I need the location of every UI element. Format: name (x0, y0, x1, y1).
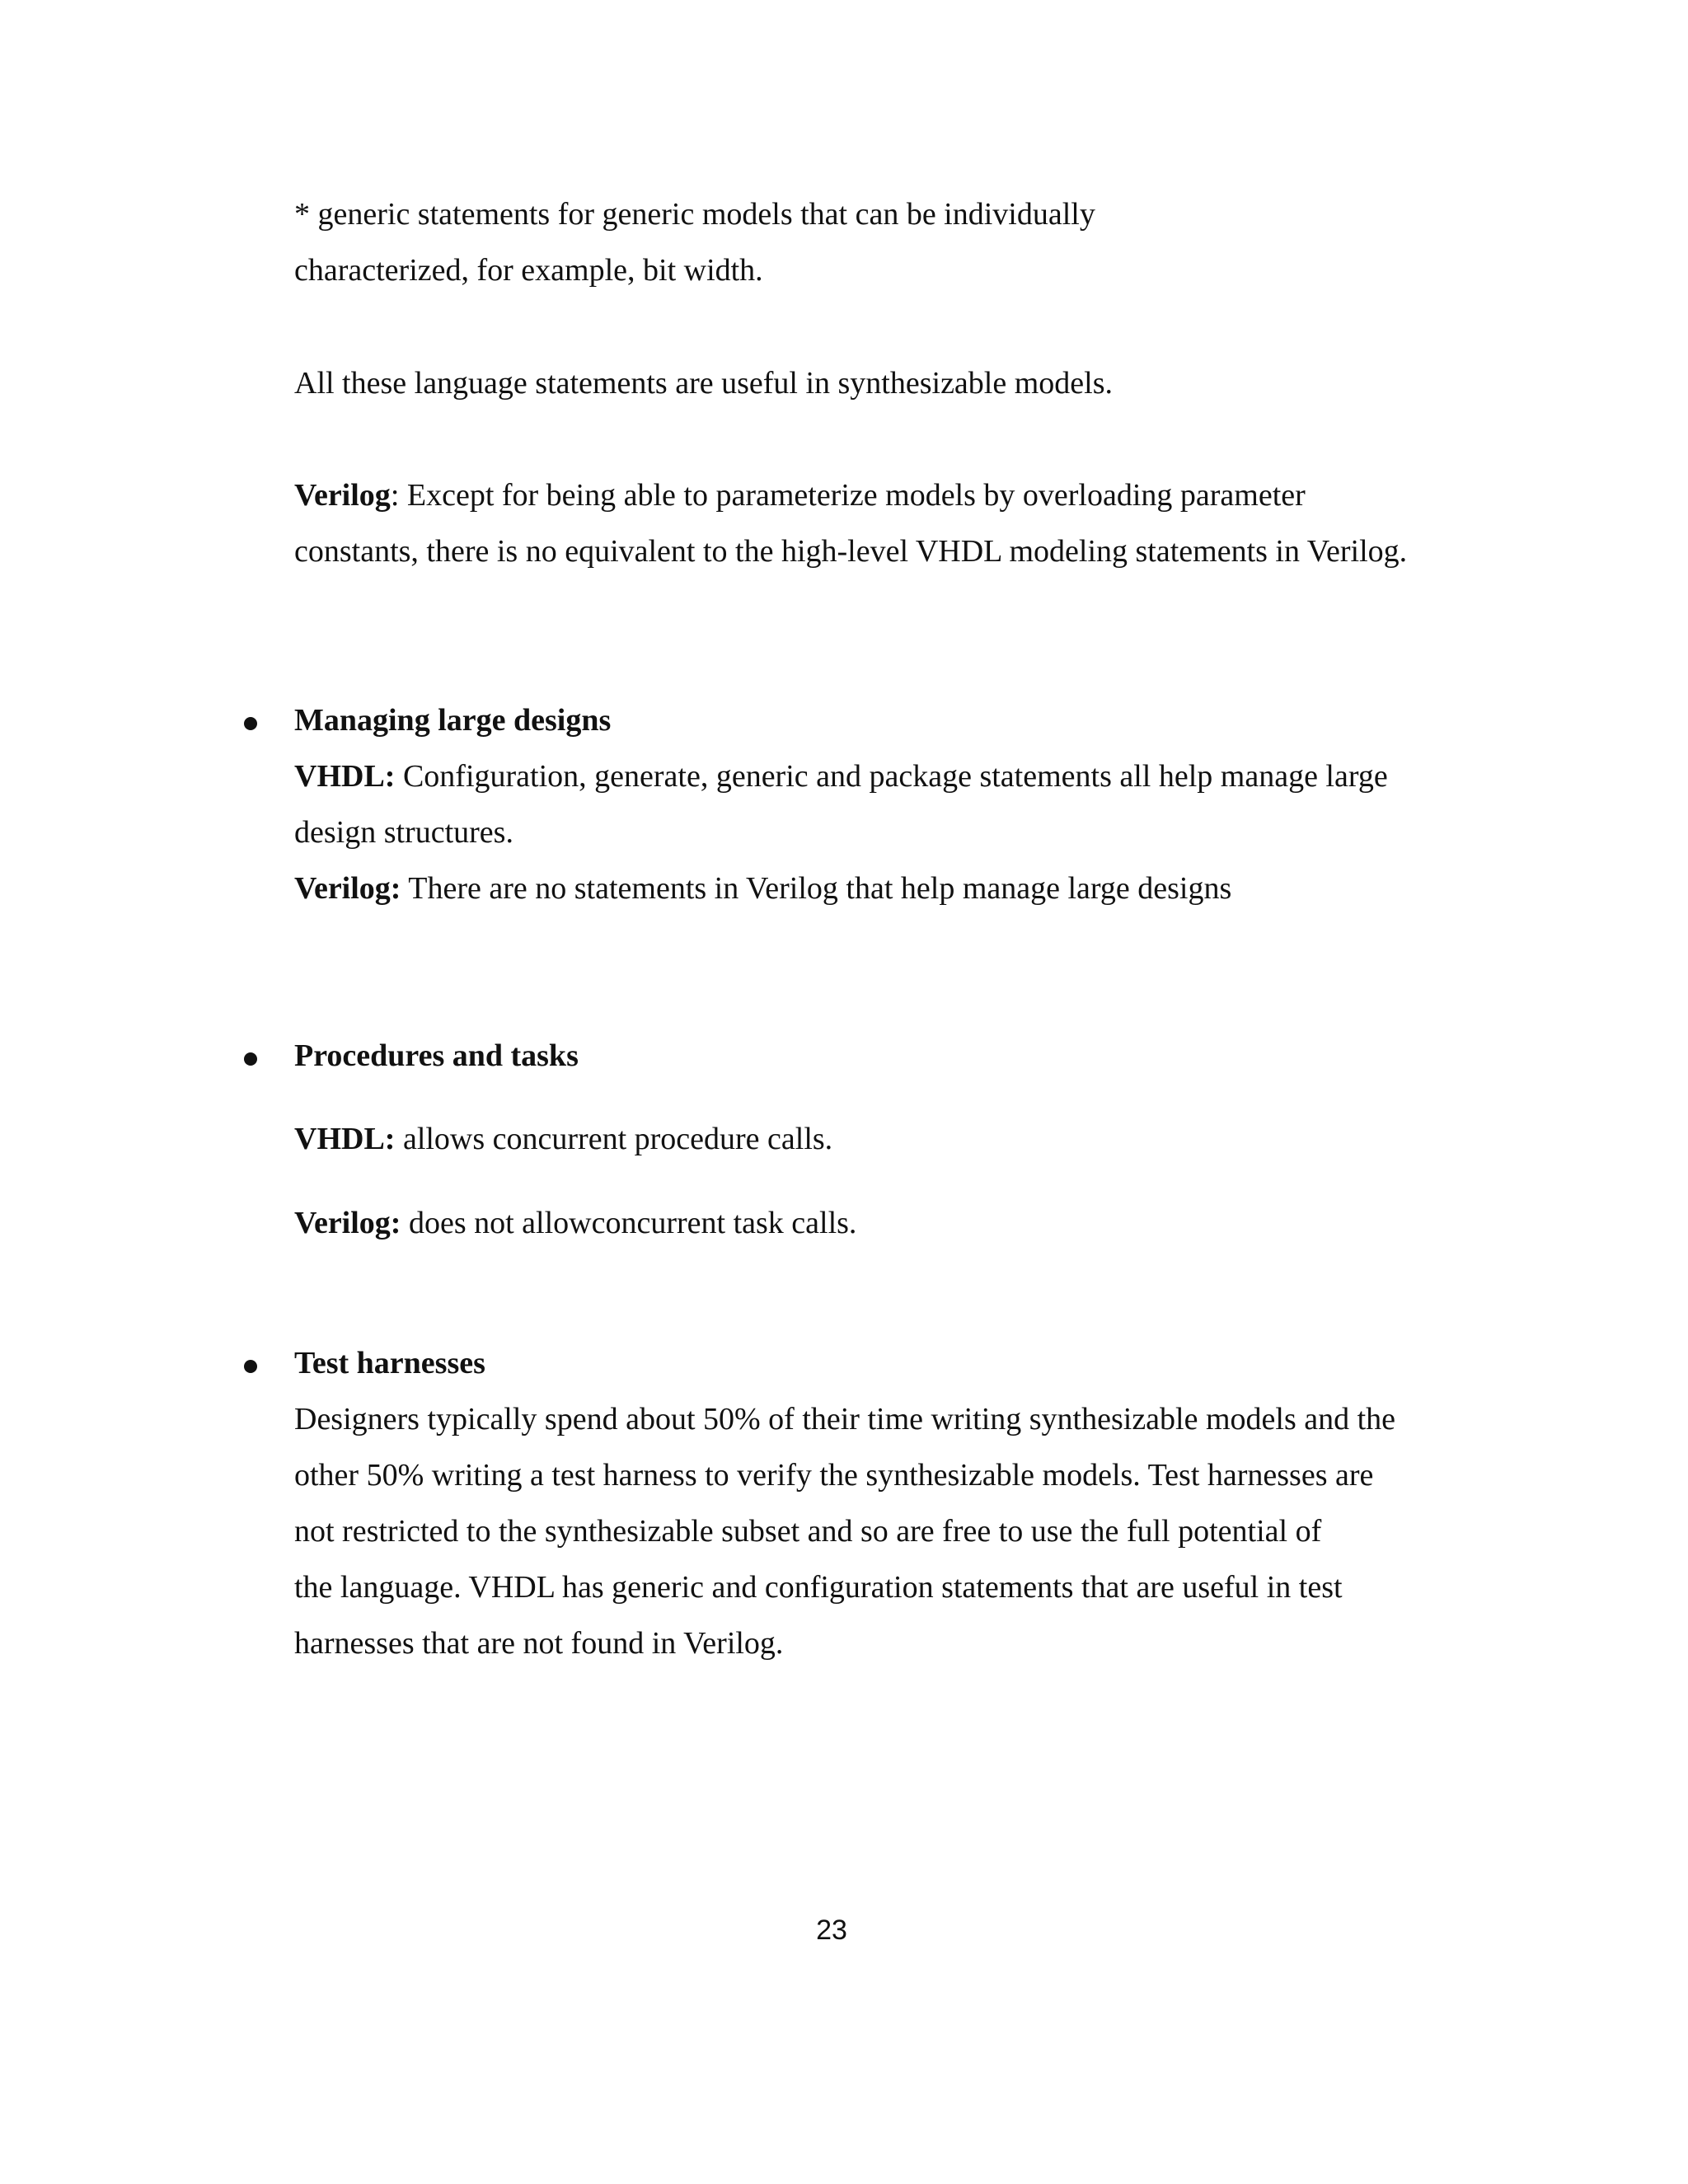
verilog-label: Verilog: (294, 871, 401, 906)
verilog-paragraph-text: : Except for being able to parameterize models by overloading parameter (390, 478, 1306, 513)
managing-vhdl-text: Configuration, generate, generic and package statements all help manage large (395, 759, 1388, 794)
bullet-procedures-and-tasks (244, 1052, 257, 1066)
generic-statements-line-2: characterized, for example, bit width. (294, 253, 763, 288)
harnesses-line-1: Designers typically spend about 50% of their time writing synthesizable models and the (294, 1402, 1396, 1436)
bullet-test-harnesses (244, 1360, 257, 1373)
verilog-label: Verilog: (294, 1206, 401, 1240)
managing-verilog-text: There are no statements in Verilog that help manage large designs (401, 871, 1232, 906)
summary-line: All these language statements are useful in synthesizable models. (294, 366, 1113, 401)
heading-test-harnesses: Test harnesses (294, 1346, 485, 1380)
vhdl-label: VHDL: (294, 1122, 396, 1156)
procedures-vhdl-text: allows concurrent procedure calls. (395, 1122, 833, 1156)
procedures-vhdl-line (294, 1119, 832, 1159)
harnesses-line-5: harnesses that are not found in Verilog. (294, 1626, 784, 1661)
verilog-paragraph-line-2: constants, there is no equivalent to the high-level VHDL modeling statements in Verilog. (294, 534, 1408, 569)
vhdl-label: VHDL: (294, 759, 396, 794)
harnesses-line-2: other 50% writing a test harness to verify the synthesizable models. Test harnesses are (294, 1458, 1374, 1493)
procedures-verilog-line (294, 1203, 856, 1243)
heading-managing-large-designs: Managing large designs (294, 703, 612, 738)
managing-vhdl-line (294, 757, 1388, 796)
verilog-paragraph-line-1 (294, 476, 1306, 515)
bullet-managing-large-designs (244, 717, 257, 730)
page-number: 23 (816, 1915, 847, 1946)
harnesses-line-3: not restricted to the synthesizable subset and so are free to use the full potential of (294, 1514, 1322, 1549)
harnesses-line-4: the language. VHDL has generic and configuration statements that are useful in test (294, 1570, 1343, 1605)
heading-procedures-and-tasks: Procedures and tasks (294, 1038, 579, 1073)
procedures-verilog-text: does not allowconcurrent task calls. (401, 1206, 857, 1240)
generic-statements-line-1: * generic statements for generic models that can be individually (294, 197, 1095, 232)
managing-verilog-line (294, 869, 1231, 908)
managing-vhdl-continuation: design structures. (294, 815, 513, 850)
verilog-label: Verilog (294, 478, 391, 513)
